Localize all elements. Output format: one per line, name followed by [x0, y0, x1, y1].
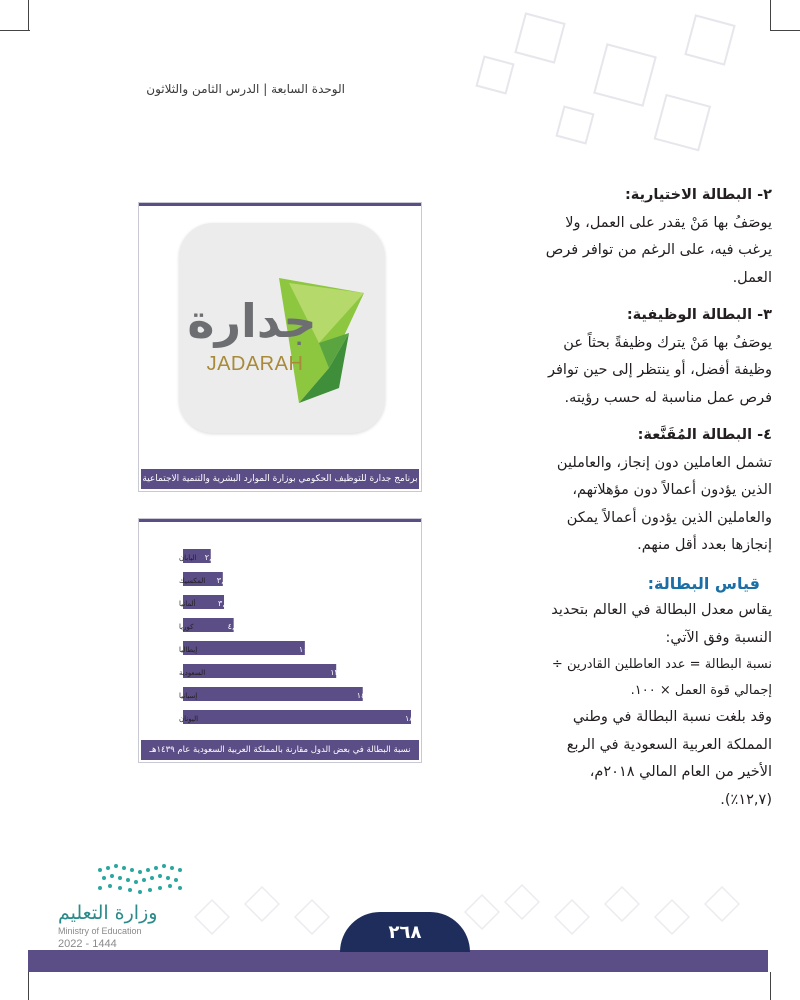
value-label: ٣,٤ — [218, 599, 230, 608]
page-number: ٢٦٨ — [388, 922, 422, 943]
category-label: ألمانيا — [179, 600, 196, 608]
category-label: كوريا — [179, 623, 194, 631]
value-label: ٢,٣ — [204, 553, 216, 562]
value-label: ٤,٢ — [227, 622, 239, 631]
footer-band — [28, 950, 768, 972]
figure-caption: برنامج جدارة للتوظيف الحكومي بوزارة الموارد البشرية والتنمية الاجتماعية — [141, 469, 419, 489]
header-separator: | — [263, 82, 268, 96]
section-heading: ٢- البطالة الاختيارية: — [625, 187, 772, 203]
paragraph-line: فرص عمل مناسبة له حسب رؤيته. — [564, 389, 772, 406]
category-label: السعودية — [179, 669, 206, 677]
paragraph-line: يوصَفُ بها مَنْ يترك وظيفةً بحثاً عن — [563, 334, 772, 351]
section-heading: ٤- البطالة المُقَنَّعة: — [637, 427, 772, 443]
value-label: ١٠,١ — [298, 645, 315, 654]
paragraph-line: وظيفة أفضل، أو ينتظر إلى حين توافر — [548, 362, 772, 378]
paragraph-line: الأخير من العام المالي ٢٠١٨م، — [589, 764, 772, 780]
formula-line: إجمالي قوة العمل × ١٠٠. — [630, 683, 772, 698]
value-label: ٣,٣ — [216, 576, 228, 585]
paragraph-line: النسبة وفق الآتي: — [665, 629, 772, 646]
chart-caption: نسبة البطالة في بعض الدول مقارنة بالمملكة العربية السعودية عام ١٤٣٩هـ — [141, 740, 419, 760]
value-label: ١٢,٧ — [330, 668, 346, 677]
paragraph-line: الذين يؤدون أعمالاً دون مؤهلاتهم، — [572, 482, 772, 498]
value-label: ١٨,٩ — [405, 714, 421, 723]
formula-line: نسبة البطالة = عدد العاطلين القادرين ÷ — [551, 657, 772, 672]
paragraph-line: يقاس معدل البطالة في العالم بتحديد — [551, 602, 772, 618]
lesson-title: الدرس الثامن والثلاثون — [146, 82, 260, 96]
ministry-name-english: Ministry of Education — [58, 926, 142, 936]
unit-title: الوحدة السابعة — [271, 82, 345, 96]
section-heading: ٣- البطالة الوظيفية: — [626, 307, 772, 323]
paragraph-line: يرغب فيه، على الرغم من توافر فرص — [545, 242, 772, 258]
paragraph-line: تشمل العاملين دون إنجاز، والعاملين — [556, 454, 772, 471]
paragraph-line: المملكة العربية السعودية في الربع — [566, 736, 772, 753]
paragraph-line: يوصَفُ بها مَنْ يقدر على العمل، ولا — [565, 214, 772, 231]
paragraph-line: العمل. — [732, 269, 772, 286]
category-label: إيطاليا — [179, 646, 198, 654]
value-label: ١٤,٩ — [356, 691, 373, 700]
edition-year: 2022 - 1444 — [58, 938, 117, 950]
category-label: إسبانيا — [179, 692, 198, 700]
logo-arabic-text: جدارة — [187, 294, 317, 348]
paragraph-line: والعاملين الذين يؤدون أعمالاً يمكن — [566, 509, 772, 526]
category-label: المكسيك — [179, 577, 206, 585]
paragraph-line: إنجازها بعدد أقل منهم. — [637, 537, 772, 553]
category-label: اليابان — [179, 554, 197, 562]
logo-english-text: JADARAH — [206, 353, 304, 375]
ministry-name-arabic: وزارة التعليم — [58, 902, 158, 924]
section-heading: قياس البطالة: — [647, 573, 760, 593]
category-label: اليونان — [179, 715, 199, 723]
paragraph-line: وقد بلغت نسبة البطالة في وطني — [572, 709, 772, 725]
paragraph-line: (١٢,٧٪). — [720, 791, 772, 808]
